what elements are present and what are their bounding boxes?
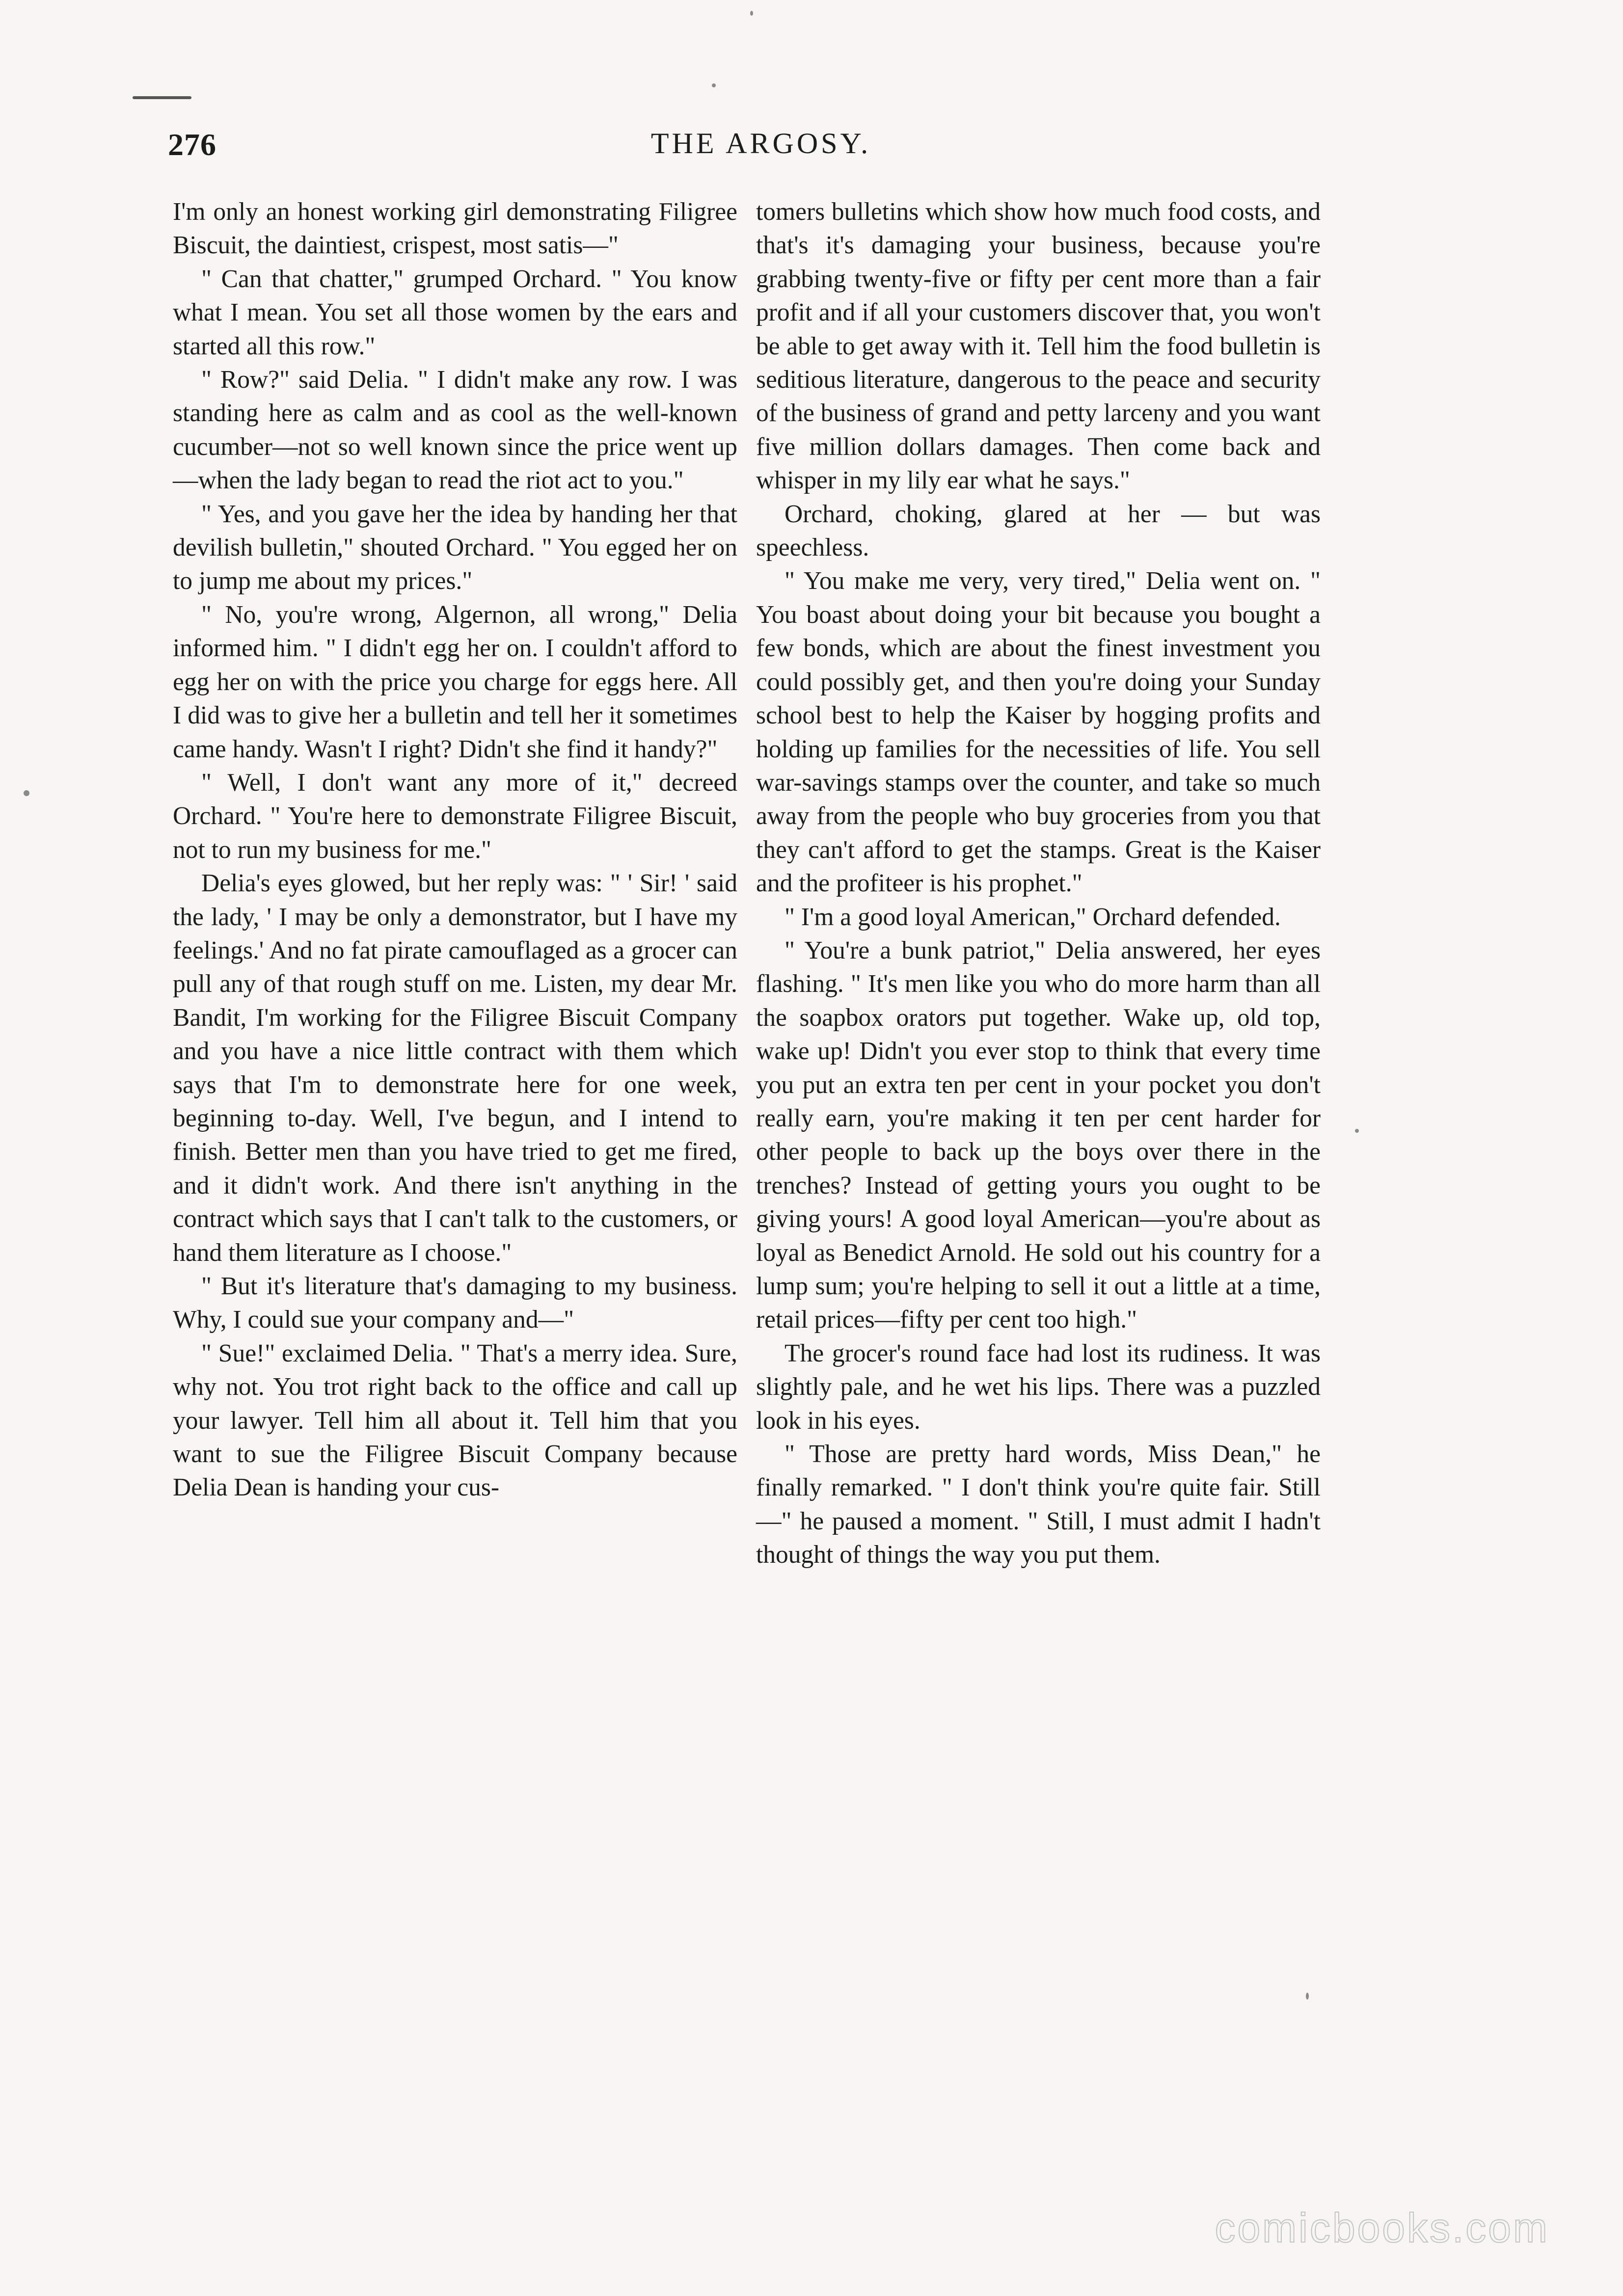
paragraph: " You make me very, very tired," Delia went on. " You boast about doing your bit because you bought a few bonds, which are about the finest investment you could possibly get, and then you're doing your Sunday school best to help the Kaiser by hogging profits and holding up families for the necessities of life. You sell war-savings stamps over the counter, and take so much away from the people who buy groceries from you that they can't afford to get the stamps. Great is the Kaiser and the profiteer is his prophet." xyxy=(756,567,1321,898)
paragraph: " No, you're wrong, Algernon, all wrong," Delia informed him. " I didn't egg her on. I couldn't afford to egg her on with the price you charge for eggs here. All I did was to give her a bulletin and tell her it sometimes came handy. Wasn't I right? Didn't she find it handy?" xyxy=(173,600,737,763)
paragraph: " You're a bunk patriot," Delia answered, her eyes flashing. " It's men like you who do more harm than all the soapbox orators put together. Wake up, old top, wake up! Didn't you ever stop to think that every time you put an extra ten per cent in your pocket you don't really earn, you're making it ten per cent harder for other people to back up the boys over there in the trenches? Instead of getting yours you ought to be giving yours! A good loyal American—you're about as loyal as Benedict Arnold. He sold out his country for a lump sum; you're helping to sell it out a little at a time, retail prices—fifty per cent too high." xyxy=(756,936,1321,1334)
page-number: 276 xyxy=(168,127,216,162)
watermark: comicbooks.com xyxy=(1215,2205,1549,2251)
paragraph: Delia's eyes glowed, but her reply was: " ' Sir! ' said the lady, ' I may be only a demonstrator, but I have my feelings.' And no fat pirate camouflaged as a grocer can pull any of that rough stuff on me. Listen, my dear Mr. Bandit, I'm working for the Filigree Biscuit Company and you have a nice little contract with them which says that I'm to demonstrate here for one week, beginning to-day. Well, I've begun, and I intend to finish. Better men than you have tried to get me fired, and it didn't work. And there isn't anything in the contract which says that I can't talk to the customers, or hand them literature as I choose." xyxy=(173,869,737,1267)
paragraph: " Row?" said Delia. " I didn't make any row. I was standing here as calm and as cool as the well-known cucumber—not so well known since the price went up—when the lady began to read the riot act to you." xyxy=(173,366,737,495)
paragraph: I'm only an honest working girl demonstrating Filigree Biscuit, the daintiest, crispest, most satis—" xyxy=(173,198,737,260)
scan-speck xyxy=(133,96,191,99)
paragraph: " Sue!" exclaimed Delia. " That's a merry idea. Sure, why not. You trot right back to the office and call up your lawyer. Tell him all about it. Tell him that you want to sue the Filigree Biscuit Company because Delia Dean is handing your cus- xyxy=(173,1339,737,1502)
running-head: THE ARGOSY. xyxy=(650,127,871,160)
paragraph: The grocer's round face had lost its rudiness. It was slightly pale, and he wet his lips. There was a puzzled look in his eyes. xyxy=(756,1339,1321,1435)
scan-speck xyxy=(712,83,716,87)
paragraph: " I'm a good loyal American," Orchard defended. xyxy=(784,903,1281,931)
scan-speck xyxy=(1306,1993,1309,2000)
left-column xyxy=(173,195,737,1505)
scan-speck xyxy=(1355,1129,1359,1133)
paragraph: " Those are pretty hard words, Miss Dean," he finally remarked. " I don't think you're quite fair. Still—" he paused a moment. " Still, I must admit I hadn't thought of things the way you put them. xyxy=(756,1440,1321,1569)
paragraph: " Can that chatter," grumped Orchard. " You know what I mean. You set all those women by the ears and started all this row." xyxy=(173,265,737,360)
paragraph: " Yes, and you gave her the idea by handing her that devilish bulletin," shouted Orchard. " You egged her on to jump me about my prices." xyxy=(173,500,737,595)
paragraph: " But it's literature that's damaging to my business. Why, I could sue your company and—" xyxy=(173,1272,737,1334)
paragraph: " Well, I don't want any more of it," decreed Orchard. " You're here to demonstrate Filigree Biscuit, not to run my business for me." xyxy=(173,768,737,864)
scan-speck xyxy=(750,11,753,16)
paragraph: tomers bulletins which show how much food costs, and that's it's damaging your business, because you're grabbing twenty-five or fifty per cent more than a fair profit and if all your customers discover that, you won't be able to get away with it. Tell him the food bulletin is seditious literature, dangerous to the peace and security of the business of grand and petty larceny and you want five million dollars damages. Then come back and whisper in my lily ear what he says." xyxy=(756,198,1321,495)
scan-speck xyxy=(24,790,29,796)
right-column xyxy=(756,195,1321,1572)
paragraph: Orchard, choking, glared at her — but was speechless. xyxy=(756,500,1321,562)
